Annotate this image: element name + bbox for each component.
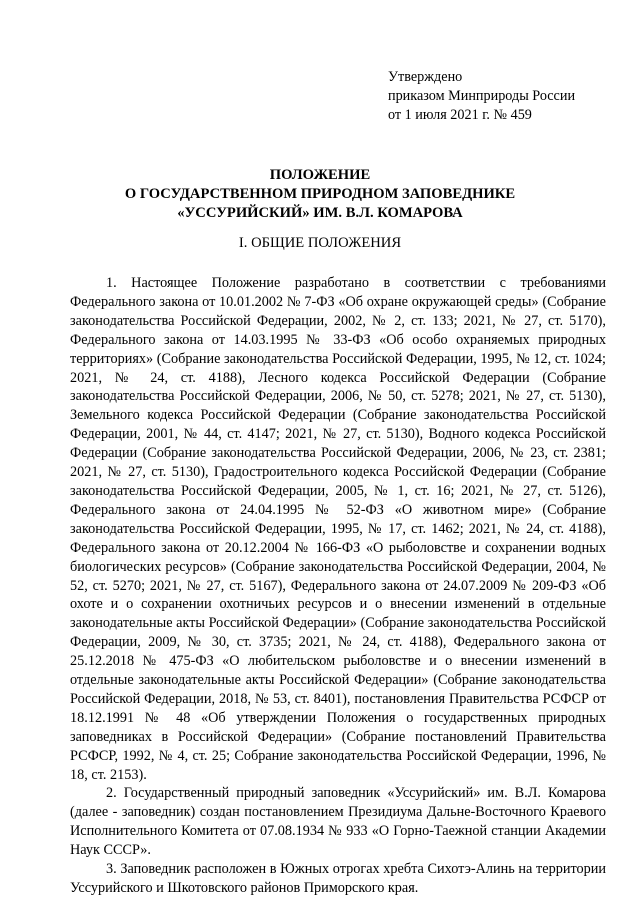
title-line-2: О ГОСУДАРСТВЕННОМ ПРИРОДНОМ ЗАПОВЕДНИКЕ (124, 186, 516, 202)
paragraph-3: 3. Заповедник расположен в Южных отрогах хребта Сихотэ-Алинь на территории Уссурийского и Шкотовского районов Приморского края. (70, 861, 606, 896)
paragraph-2: 2. Государственный природный заповедник «Уссурийский» им. В.Л. Комарова (далее - заповедник) создан постановлением Президиума Дальне-Восточного Краевого Исполнительного Комитета от 07.08.1934 № 933 «О Горно-Таежной станции Академии Наук СССР». (70, 785, 606, 859)
approval-line-approved: Утверждено (388, 69, 463, 85)
title-line-1: ПОЛОЖЕНИЕ (269, 167, 371, 183)
section-heading: I. ОБЩИЕ ПОЛОЖЕНИЯ (238, 235, 402, 251)
document-title (60, 166, 580, 223)
approval-block (388, 68, 618, 125)
document-body (70, 274, 606, 898)
title-line-3: «УССУРИЙСКИЙ» ИМ. В.Л. КОМАРОВА (177, 205, 463, 221)
approval-line-date: от 1 июля 2021 г. № 459 (388, 107, 532, 123)
paragraph-1: 1. Настоящее Положение разработано в соответствии с требованиями Федерального закона от 10.01.2002 № 7-ФЗ «Об охране окружающей среды» (Собрание законодательства Российской Федерации, 2002, № 2, ст. 133; 2021, № 27, ст. 5170), Федерального закона от 14.03.1995 № 33-ФЗ «Об особо охраняемых природных территориях» (Собрание законодательства Российской Федерации, 1995, № 12, ст. 1024; 2021, № 24, ст. 4188), Лесного кодекса Российской Федерации (Собрание законодательства Российской Федерации, 2006, № 50, ст. 5278; 2021, № 27, ст. 5130), Земельного кодекса Российской Федерации (Собрание законодательства Российской Федерации, 2001, № 44, ст. 4147; 2021, № 27, ст. 5130), Водного кодекса Российской Федерации (Собрание законодательства Российской Федерации, 2006, № 23, ст. 2381; 2021, № 27, ст. 5130), Градостроительного кодекса Российской Федерации (Собрание законодательства Российской Федерации, 2005, № 1, ст. 16; 2021, № 27, ст. 5126), Федерального закона от 24.04.1995 № 52-ФЗ «О животном мире» (Собрание законодательства Российской Федерации, 1995, № 17, ст. 1462; 2021, № 24, ст. 4188), Федерального закона от 20.12.2004 № 166-ФЗ «О рыболовстве и сохранении водных биологических ресурсов» (Собрание законодательства Российской Федерации, 2004, № 52, ст. 5270; 2021, № 27, ст. 5167), Федерального закона от 24.07.2009 № 209-ФЗ «Об охоте и о сохранении охотничьих ресурсов и о внесении изменений в отдельные законодательные акты Российской Федерации» (Собрание законодательства Российской Федерации, 2009, № 30, ст. 3735; 2021, № 24, ст. 4188), Федерального закона от 25.12.2018 № 475-ФЗ «О любительском рыболовстве и о внесении изменений в отдельные законодательные акты Российской Федерации» (Собрание законодательства Российской Федерации, 2018, № 53, ст. 8401), постановления Правительства РСФСР от 18.12.1991 № 48 «Об утверждении Положения о государственных природных заповедниках в Российской Федерации» (Собрание постановлений Правительства РСФСР, 1992, № 4, ст. 25; Собрание законодательства Российской Федерации, 1996, № 18, ст. 2153). (70, 275, 606, 783)
approval-line-order: приказом Минприроды России (388, 88, 576, 104)
